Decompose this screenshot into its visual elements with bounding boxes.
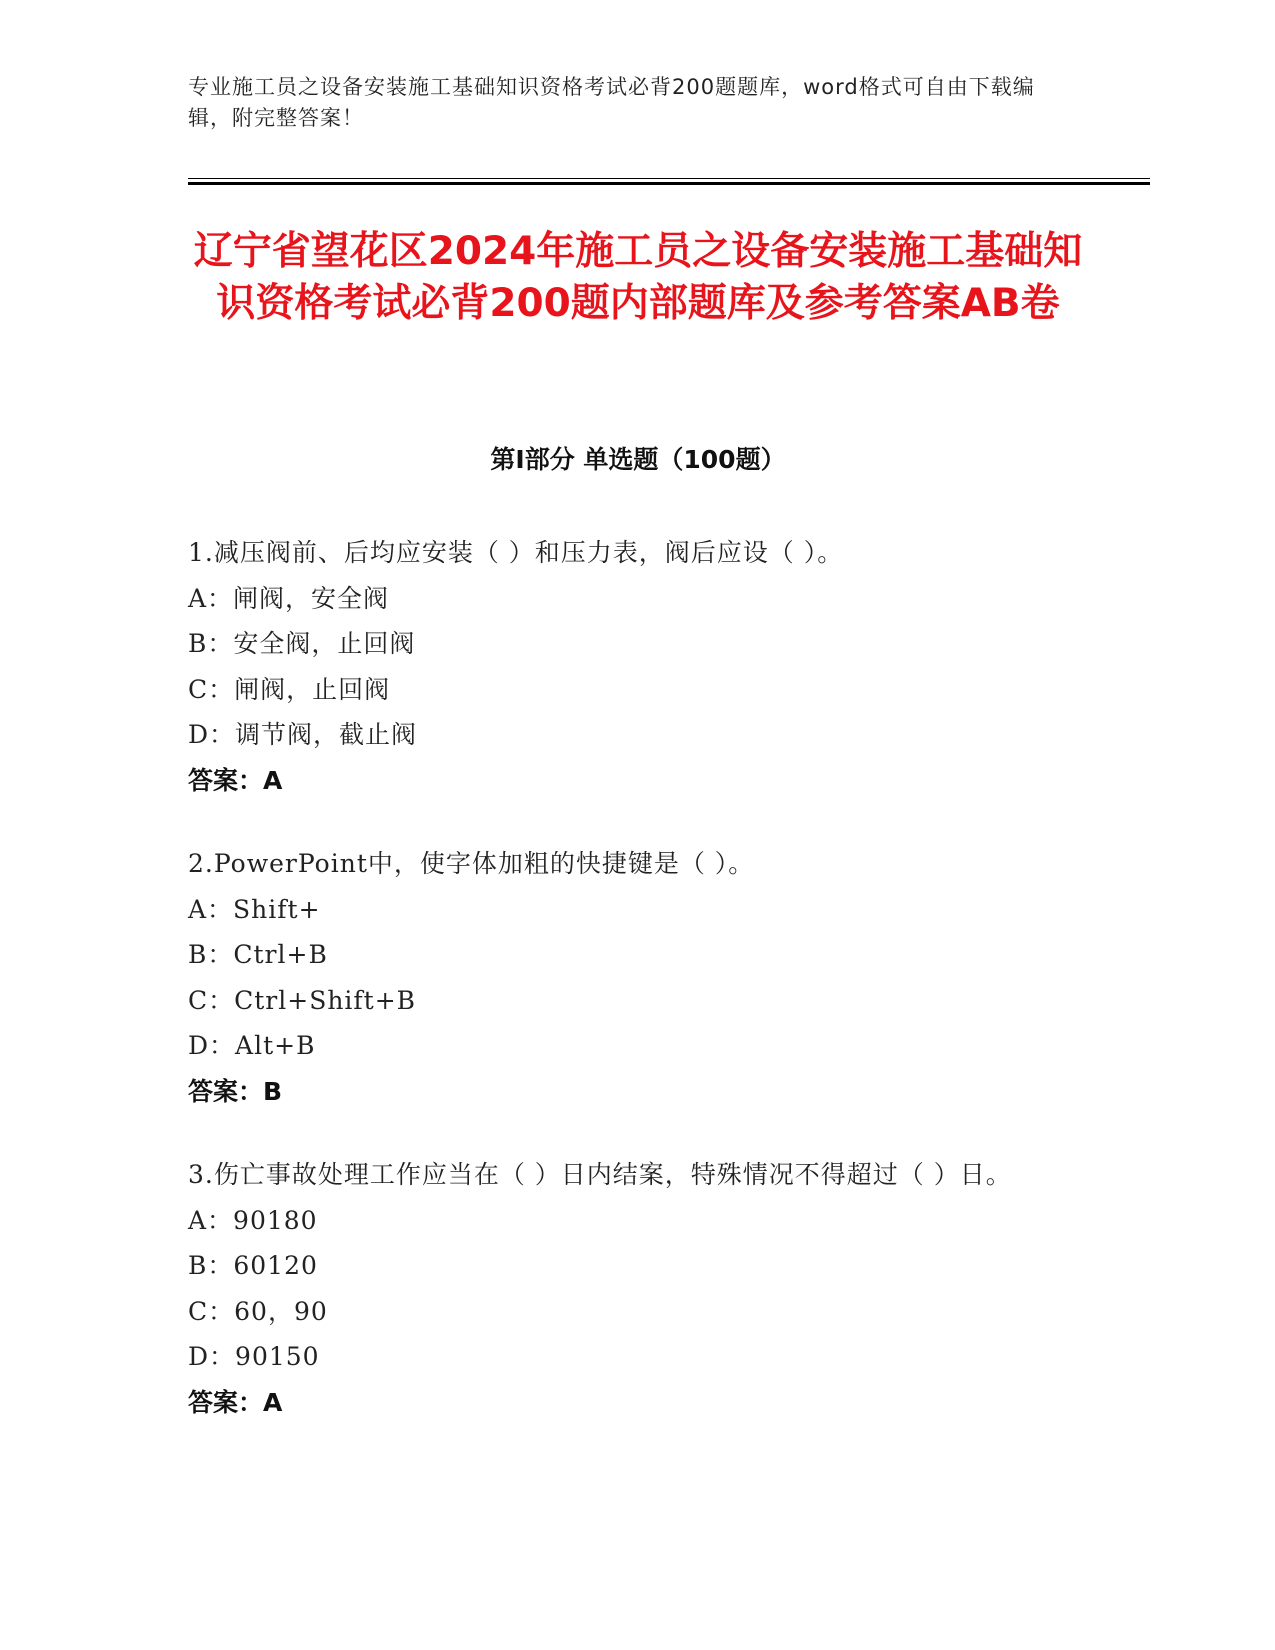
option-a: A：闸阀，安全阀 <box>188 583 390 613</box>
option-d: D：90150 <box>188 1342 320 1371</box>
document-title: 辽宁省望花区2024年施工员之设备安装施工基础知识资格考试必背200题内部题库及参考答案AB卷 <box>193 229 1083 326</box>
answer: 答案：A <box>188 765 283 795</box>
question-3 <box>188 1152 1068 1425</box>
header-note: 专业施工员之设备安装施工基础知识资格考试必背200题题库，word格式可自由下载编辑，附完整答案！ <box>188 75 1035 130</box>
option-a: A：90180 <box>188 1205 318 1235</box>
question-1 <box>188 530 1068 803</box>
option-d: D：调节阀，截止阀 <box>188 720 418 749</box>
answer: 答案：A <box>188 1387 283 1417</box>
option-b: B：安全阀，止回阀 <box>188 629 416 658</box>
option-c: C：闸阀，止回阀 <box>188 674 391 704</box>
section-title: 第Ⅰ部分 单选题（100题） <box>490 445 786 474</box>
option-c: C：Ctrl+Shift+B <box>188 985 417 1015</box>
question-stem: 3.伤亡事故处理工作应当在（ ）日内结案，特殊情况不得超过（ ）日。 <box>188 1160 1012 1189</box>
option-b: B：Ctrl+B <box>188 940 328 969</box>
option-c: C：60，90 <box>188 1296 328 1326</box>
option-d: D：Alt+B <box>188 1031 316 1060</box>
header-rule-thin <box>188 178 1150 179</box>
header-rule-thick <box>188 182 1150 185</box>
question-2 <box>188 841 1068 1114</box>
option-b: B：60120 <box>188 1251 318 1280</box>
option-a: A：Shift+ <box>188 894 321 924</box>
question-list <box>188 530 1068 1463</box>
question-stem: 1.减压阀前、后均应安装（ ）和压力表，阀后应设（ ）。 <box>188 538 844 567</box>
answer: 答案：B <box>188 1076 283 1106</box>
question-stem: 2.PowerPoint中，使字体加粗的快捷键是（ ）。 <box>188 849 755 878</box>
